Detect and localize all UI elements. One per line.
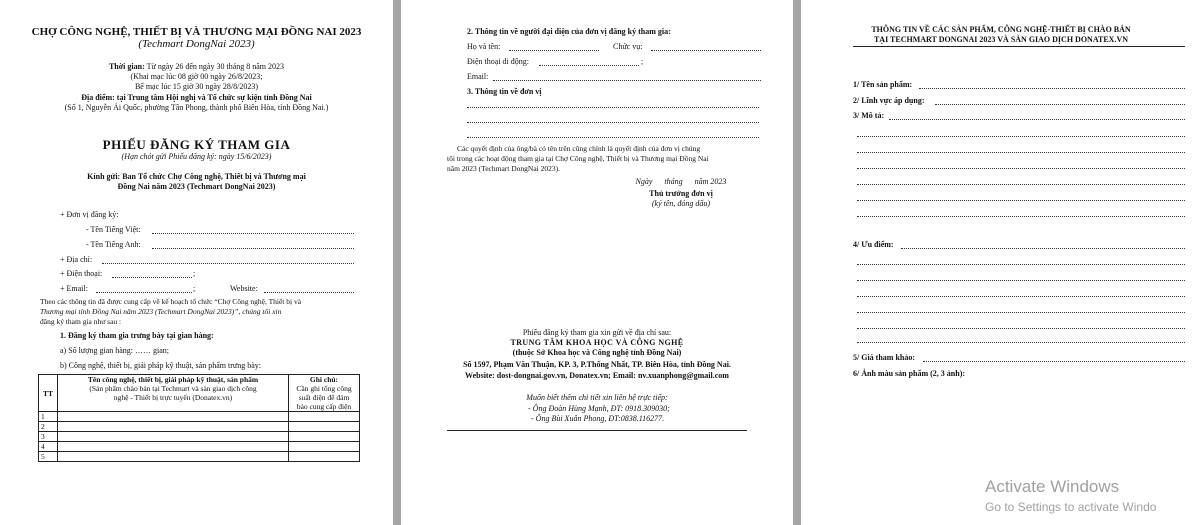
- org-info-line-1[interactable]: [467, 107, 759, 108]
- document-page-3: [801, 0, 1201, 525]
- q3-input-line[interactable]: [889, 119, 1185, 120]
- contact-2: - Ông Bùi Xuân Phong, ĐT:0838.116277.: [531, 414, 665, 423]
- product-cell[interactable]: [58, 452, 289, 462]
- phone-input-line[interactable]: [112, 277, 192, 278]
- q3-input-line[interactable]: [857, 216, 1185, 217]
- q4-input-line[interactable]: [857, 264, 1185, 265]
- product-cell[interactable]: [58, 412, 289, 422]
- intro-line-1: Theo các thông tin đã được cung cấp về kế hoạch tổ chức “Chợ Công nghệ, Thiết bị và: [40, 297, 302, 306]
- q4-input-line[interactable]: [901, 248, 1185, 249]
- field-website: Website:: [230, 284, 258, 293]
- center-address: Số 1597, Phạm Văn Thuận, KP. 3, P.Thống Nhất, TP. Biên Hòa, tỉnh Đồng Nai.: [463, 360, 731, 369]
- col-product-line-3: nghệ - Thiết bị trực tuyến (Donatex.vn): [113, 393, 233, 402]
- greeting-line-2: Đồng Nai năm 2023 (Techmart DongNai 2023): [117, 182, 276, 191]
- form-title: PHIẾU ĐĂNG KÝ THAM GIA: [102, 137, 291, 152]
- closing-time: Bế mạc lúc 15 giờ 30 ngày 28/8/2023): [134, 82, 259, 91]
- table-row: [39, 412, 360, 422]
- commitment-line-3: năm 2023 (Techmart DongNai 2023).: [447, 164, 560, 173]
- rep-position-label: Chức vụ:: [613, 42, 643, 51]
- section-1-heading: 1. Đăng ký tham gia trưng bày tại gian hàng:: [60, 331, 214, 340]
- q2-application-field: 2/ Lĩnh vực áp dụng:: [853, 96, 925, 105]
- q6-product-photos: 6/ Ảnh màu sản phẩm (2, 3 ảnh):: [853, 369, 966, 378]
- field-email: + Email:: [60, 284, 88, 293]
- q3-description: 3/ Mô tả:: [853, 111, 885, 120]
- product-cell[interactable]: [58, 442, 289, 452]
- opening-time: (Khai mạc lúc 08 giờ 00 ngày 26/8/2023;: [130, 72, 263, 81]
- activation-watermark-subtitle: Go to Settings to activate Windo: [985, 500, 1157, 514]
- greeting-line-1: Kính gửi: Ban Tổ chức Chợ Công nghệ, Thiết bị và Thương mại: [87, 172, 306, 181]
- send-to-label: Phiếu đăng ký tham gia xin gửi về địa chỉ sau:: [522, 328, 672, 337]
- form-deadline: (Hạn chót gửi Phiếu đăng ký: ngày 15/6/2023): [121, 152, 272, 161]
- q4-input-line[interactable]: [857, 342, 1185, 343]
- col-note-line-2: Cần ghi tổng công: [296, 384, 352, 393]
- q1-product-name: 1/ Tên sản phẩm:: [853, 80, 913, 89]
- product-sheet-title-1: THÔNG TIN VỀ CÁC SẢN PHẨM, CÔNG NGHỆ-THIẾT BỊ CHÀO BÁN: [871, 25, 1131, 34]
- q3-input-line[interactable]: [857, 168, 1185, 169]
- rep-name-label: Họ và tên:: [467, 42, 501, 51]
- row-number: 1: [39, 412, 58, 422]
- col-product: [58, 375, 289, 412]
- field-en-name: - Tên Tiếng Anh:: [86, 240, 141, 249]
- q3-input-line[interactable]: [857, 136, 1185, 137]
- q3-input-line[interactable]: [857, 200, 1185, 201]
- product-sheet-title-2: TẠI TECHMART DONGNAI 2023 VÀ SÀN GIAO DỊCH DONATEX.VN: [873, 35, 1129, 44]
- org-info-line-2[interactable]: [467, 122, 759, 123]
- q3-input-line[interactable]: [857, 152, 1185, 153]
- q1-input-line[interactable]: [919, 88, 1185, 89]
- commitment-line-1: Các quyết định của ông/bà có tên trên cũng chính là quyết định của đơn vị chúng: [457, 144, 701, 153]
- intro-line-2: Thương mại tỉnh Đồng Nai năm 2023 (Techmart DongNai 2023)”, chúng tôi xin: [40, 307, 282, 316]
- q2-input-line[interactable]: [935, 104, 1185, 105]
- col-note: [289, 375, 360, 412]
- vn-name-input-line[interactable]: [152, 233, 354, 234]
- contact-intro: Muốn biết thêm chi tiết xin liên hệ trực tiếp:: [526, 393, 668, 402]
- section-2-heading: 2. Thông tin về người đại diện của đơn vị đăng ký tham gia:: [467, 27, 671, 36]
- section-3-heading: 3. Thông tin về đơn vị: [467, 87, 542, 96]
- event-subtitle: (Techmart DongNai 2023): [138, 38, 255, 50]
- document-page-2: [401, 0, 793, 525]
- center-name: TRUNG TÂM KHOA HỌC VÀ CÔNG NGHỆ: [510, 338, 684, 347]
- q4-input-line[interactable]: [857, 296, 1185, 297]
- q4-input-line[interactable]: [857, 312, 1185, 313]
- note-cell[interactable]: [289, 452, 360, 462]
- signature-date: Ngày tháng năm 2023: [635, 177, 727, 186]
- col-product-line-2: (Sản phẩm chào bán tại Techmart và sàn giao dịch công: [89, 384, 257, 393]
- exhibit-table: [38, 374, 360, 462]
- row-number: 5: [39, 452, 58, 462]
- rep-position-input-line[interactable]: [651, 50, 761, 51]
- contact-1: - Ông Đoàn Hùng Mạnh, ĐT: 0918.309030;: [528, 404, 670, 413]
- footer-divider: [447, 430, 747, 431]
- product-cell[interactable]: [58, 432, 289, 442]
- col-note-line-1: Ghi chú:: [309, 375, 339, 384]
- rep-email-label: Email:: [467, 72, 489, 81]
- address-input-line[interactable]: [102, 263, 354, 264]
- row-number: 2: [39, 422, 58, 432]
- rep-mobile-label: Điện thoại di động:: [467, 57, 529, 66]
- q4-input-line[interactable]: [857, 280, 1185, 281]
- q3-input-line[interactable]: [857, 184, 1185, 185]
- activation-watermark-title: Activate Windows: [985, 477, 1120, 496]
- field-unit: + Đơn vị đăng ký:: [60, 210, 119, 219]
- intro-line-3: đăng ký tham gia như sau :: [40, 317, 122, 326]
- signer-note: (ký tên, đóng dấu): [651, 199, 711, 208]
- email-semicolon: ;: [193, 284, 196, 293]
- event-title: CHỢ CÔNG NGHỆ, THIẾT BỊ VÀ THƯƠNG MẠI ĐỒNG NAI 2023: [31, 26, 362, 38]
- venue: Địa điểm: tại Trung tâm Hội nghị và Tổ chức sự kiện tỉnh Đồng Nai: [81, 93, 312, 102]
- note-cell[interactable]: [289, 422, 360, 432]
- commitment-line-2: tôi trong các hoạt động tham gia tại Chợ Công nghệ, Thiết bị và Thương mại Đồng Nai: [447, 154, 709, 163]
- title-underline: [853, 46, 1185, 47]
- website-input-line[interactable]: [264, 292, 354, 293]
- row-number: 4: [39, 442, 58, 452]
- rep-name-input-line[interactable]: [509, 50, 599, 51]
- table-row: [39, 442, 360, 452]
- table-header-row: [39, 375, 360, 412]
- exhibit-items-heading: b) Công nghệ, thiết bị, giải pháp kỹ thuật, sản phẩm trưng bày:: [60, 361, 261, 370]
- field-vn-name: - Tên Tiếng Việt:: [86, 225, 141, 234]
- venue-address: (Số 1, Nguyễn Ái Quốc, phường Tân Phong, thành phố Biên Hòa, tỉnh Đồng Nai.): [64, 103, 329, 112]
- q5-input-line[interactable]: [923, 361, 1185, 362]
- phone-semicolon: ;: [193, 269, 196, 278]
- signer-title: Thủ trưởng đơn vị: [649, 189, 713, 198]
- email-input-line[interactable]: [96, 292, 192, 293]
- field-phone: + Điện thoại:: [60, 269, 103, 278]
- table-row: [39, 422, 360, 432]
- note-cell[interactable]: [289, 432, 360, 442]
- note-cell[interactable]: [289, 412, 360, 422]
- time-value: Từ ngày 26 đến ngày 30 tháng 8 năm 2023: [146, 62, 285, 71]
- q4-advantages: 4/ Ưu điểm:: [853, 240, 894, 249]
- rep-mobile-input-line[interactable]: [539, 65, 639, 66]
- note-cell[interactable]: [289, 442, 360, 452]
- row-number: 3: [39, 432, 58, 442]
- table-row: [39, 452, 360, 462]
- col-note-line-4: bảo cung cấp điện: [296, 402, 352, 411]
- document-page-1: [0, 0, 393, 525]
- col-note-line-3: suất điện để đảm: [298, 393, 350, 402]
- rep-email-input-line[interactable]: [493, 80, 761, 81]
- field-address: + Địa chỉ:: [60, 255, 93, 264]
- col-product-line-1: Tên công nghệ, thiết bị, giải pháp kỹ thuật, sản phẩm: [87, 375, 259, 384]
- table-row: [39, 432, 360, 442]
- q4-input-line[interactable]: [857, 328, 1185, 329]
- time-label: Thời gian:: [108, 62, 145, 71]
- col-tt: TT: [39, 375, 58, 412]
- product-cell[interactable]: [58, 422, 289, 432]
- org-info-line-3[interactable]: [467, 137, 759, 138]
- center-web-email: Website: dost-dongnai.gov.vn, Donatex.vn; Email: nv.xuanphong@gmail.com: [465, 371, 729, 380]
- booth-count: a) Số lượng gian hàng: …… gian;: [60, 346, 169, 355]
- event-time: [0, 62, 393, 72]
- mobile-semicolon: ;: [641, 57, 644, 66]
- center-parent: (thuộc Sở Khoa học và Công nghệ tỉnh Đồng Nai): [512, 348, 682, 357]
- q5-reference-price: 5/ Giá tham khảo:: [853, 353, 916, 362]
- en-name-input-line[interactable]: [152, 248, 354, 249]
